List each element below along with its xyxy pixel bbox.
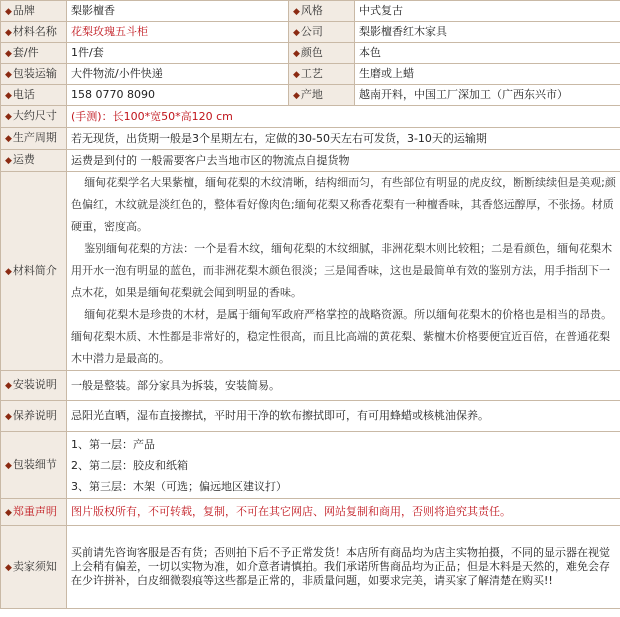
info-value-right-text: 越南开料，中国工厂深加工（广西东兴市） bbox=[359, 88, 568, 101]
pin-icon: ◆ bbox=[5, 134, 12, 144]
info-value-right bbox=[355, 64, 620, 85]
pin-icon: ◆ bbox=[293, 48, 300, 59]
cycle-row bbox=[1, 128, 620, 150]
buyer-label: 卖家须知 bbox=[12, 559, 57, 573]
info-label-right bbox=[289, 64, 355, 85]
pack-line: 2、第二层：胶皮和纸箱 bbox=[71, 458, 188, 472]
material-label: 材料简介 bbox=[12, 263, 57, 277]
info-label-left-text: 电话 bbox=[12, 87, 35, 101]
info-label-right bbox=[289, 43, 355, 64]
pin-icon: ◆ bbox=[5, 27, 12, 38]
info-value-left bbox=[67, 64, 289, 85]
pack-line: 3、第三层：木架（可选；偏远地区建议打） bbox=[71, 479, 287, 493]
info-value-right-text: 本色 bbox=[359, 46, 381, 59]
info-value-left-text: 1件/套 bbox=[71, 46, 104, 59]
info-value-left bbox=[67, 22, 289, 43]
pin-icon: ◆ bbox=[293, 69, 300, 80]
pin-icon: ◆ bbox=[5, 381, 12, 391]
size-label: 大约尺寸 bbox=[12, 109, 57, 122]
info-value-left-text: 大件物流/小件快递 bbox=[71, 67, 163, 80]
pin-icon: ◆ bbox=[5, 69, 12, 80]
cycle-value: 若无现货，出货期一般是3个星期左右，定做的30-50天左右可发货，3-10天的运输期 bbox=[67, 128, 620, 150]
info-value-left-text: 158 0770 8090 bbox=[71, 88, 155, 101]
buyer-row bbox=[1, 526, 620, 609]
pin-icon: ◆ bbox=[5, 507, 12, 518]
info-value-left bbox=[67, 85, 289, 106]
info-value-right bbox=[355, 43, 620, 64]
pin-icon: ◆ bbox=[5, 90, 12, 101]
buyer-label-cell bbox=[1, 526, 67, 609]
info-label-left bbox=[1, 43, 67, 64]
info-label-left bbox=[1, 1, 67, 22]
freight-row bbox=[1, 150, 620, 172]
info-value-right bbox=[355, 22, 620, 43]
care-value: 忌阳光直晒，湿布直接擦拭，平时用干净的软布擦拭即可，有可用蜂蜡或核桃油保养。 bbox=[67, 401, 620, 432]
pack-lines bbox=[67, 432, 620, 499]
freight-value: 运费是到付的 一般需要客户去当地市区的物流点自提货物 bbox=[67, 150, 620, 172]
info-value-right-text: 梨影檀香红木家具 bbox=[359, 25, 447, 38]
info-label-right-text: 颜色 bbox=[300, 45, 323, 59]
pin-icon: ◆ bbox=[293, 90, 300, 101]
info-label-right bbox=[289, 22, 355, 43]
cycle-label: 生产周期 bbox=[12, 131, 57, 144]
info-value-right-text: 中式复古 bbox=[359, 4, 403, 17]
info-value-left bbox=[67, 43, 289, 64]
pack-label: 包装细节 bbox=[12, 457, 57, 471]
pack-label-cell bbox=[1, 432, 67, 499]
pin-icon: ◆ bbox=[5, 112, 12, 122]
info-label-right bbox=[289, 1, 355, 22]
install-label: 安装说明 bbox=[12, 378, 57, 391]
info-value-right bbox=[355, 85, 620, 106]
care-row bbox=[1, 401, 620, 432]
size-row bbox=[1, 106, 620, 128]
info-value-right-text: 生磨或上蜡 bbox=[359, 67, 414, 80]
pin-icon: ◆ bbox=[5, 460, 12, 471]
cycle-label-cell bbox=[1, 128, 67, 150]
info-value-right bbox=[355, 1, 620, 22]
freight-label: 运费 bbox=[12, 153, 35, 166]
info-row bbox=[1, 85, 620, 106]
pin-icon: ◆ bbox=[5, 266, 12, 277]
size-value: (手测)：长100*宽50*高120 cm bbox=[67, 106, 620, 128]
info-row bbox=[1, 43, 620, 64]
info-row bbox=[1, 22, 620, 43]
pack-row bbox=[1, 432, 620, 499]
info-label-left-text: 材料名称 bbox=[12, 24, 57, 38]
install-value: 一般是整装。部分家具为拆装，安装简易。 bbox=[67, 371, 620, 401]
pin-icon: ◆ bbox=[5, 156, 12, 166]
info-label-right bbox=[289, 85, 355, 106]
material-row bbox=[1, 172, 620, 371]
pin-icon: ◆ bbox=[5, 562, 12, 573]
pin-icon: ◆ bbox=[293, 27, 300, 38]
info-row bbox=[1, 64, 620, 85]
care-label: 保养说明 bbox=[12, 408, 57, 422]
info-label-left-text: 品牌 bbox=[12, 3, 35, 17]
material-paragraph-2: 鉴别缅甸花梨的方法：一个是看木纹，缅甸花梨的木纹细腻，非洲花梨木则比较粗；二是看颜色，缅甸花梨木用开水一泡有明显的蓝色，而非洲花梨木颜色很淡；三是闻香味，这也是最简单有效的鉴别方法，用手指刮下一点木花，如果是缅甸花梨就会闻到明显的香味。 bbox=[71, 242, 613, 299]
notice-row bbox=[1, 499, 620, 526]
material-paragraph-3: 缅甸花梨木是珍贵的木材，是属于缅甸军政府严格掌控的战略资源。所以缅甸花梨木的价格也是相当的昂贵。缅甸花梨木质、木性都是非常好的，稳定性很高，而且比高端的黄花梨、紫檀木价格要便宜近百倍，在普通花梨木中潜力是最高的。 bbox=[71, 308, 613, 365]
info-label-left-text: 包装运输 bbox=[12, 66, 57, 80]
pin-icon: ◆ bbox=[5, 48, 12, 59]
notice-value: 图片版权所有，不可转载，复制，不可在其它网店、网站复制和商用，否则将追究其责任。 bbox=[67, 499, 620, 526]
size-label-cell bbox=[1, 106, 67, 128]
freight-label-cell bbox=[1, 150, 67, 172]
material-label-cell bbox=[1, 172, 67, 371]
info-label-left bbox=[1, 64, 67, 85]
info-row bbox=[1, 1, 620, 22]
info-label-left bbox=[1, 85, 67, 106]
info-label-right-text: 工艺 bbox=[300, 66, 323, 80]
pack-line: 1、第一层：产品 bbox=[71, 437, 155, 451]
notice-label: 郑重声明 bbox=[12, 504, 57, 518]
buyer-value: 买前请先咨询客服是否有货；否则拍下后不予正常发货！本店所有商品均为店主实物拍摄，不同的显示器在视觉上会稍有偏差，一切以实物为准，如介意者请慎拍。我们承诺所售商品均为正品；但是木料是天然的，难免会存在少许拼补，白皮细微裂痕等这些都是正常的，非质量问题，如要求完美，请买家了解清楚在购买!! bbox=[67, 526, 620, 609]
info-label-left-text: 套/件 bbox=[12, 45, 39, 59]
pin-icon: ◆ bbox=[293, 6, 300, 17]
install-row bbox=[1, 371, 620, 401]
info-label-right-text: 公司 bbox=[300, 24, 323, 38]
pin-icon: ◆ bbox=[5, 411, 12, 422]
install-label-cell bbox=[1, 371, 67, 401]
material-text bbox=[67, 172, 620, 371]
info-label-right-text: 产地 bbox=[300, 87, 323, 101]
info-value-left bbox=[67, 1, 289, 22]
material-paragraph-1: 缅甸花梨学名大果紫檀，缅甸花梨的木纹清晰，结构细而匀，有些部位有明显的虎皮纹，断断续续但是美观;颜色偏红，木纹就是淡红色的，整体看好像肉色;缅甸花梨又称香花梨有一种檀香味，其香悠远醇厚，不张扬。材质硬重，密度高。 bbox=[71, 176, 616, 233]
info-label-left bbox=[1, 22, 67, 43]
info-value-left-text: 梨影檀香 bbox=[71, 4, 115, 17]
care-label-cell bbox=[1, 401, 67, 432]
pin-icon: ◆ bbox=[5, 6, 12, 17]
notice-label-cell bbox=[1, 499, 67, 526]
info-value-left-text: 花梨玫瑰五斗柜 bbox=[71, 25, 148, 38]
info-label-right-text: 风格 bbox=[300, 3, 323, 17]
